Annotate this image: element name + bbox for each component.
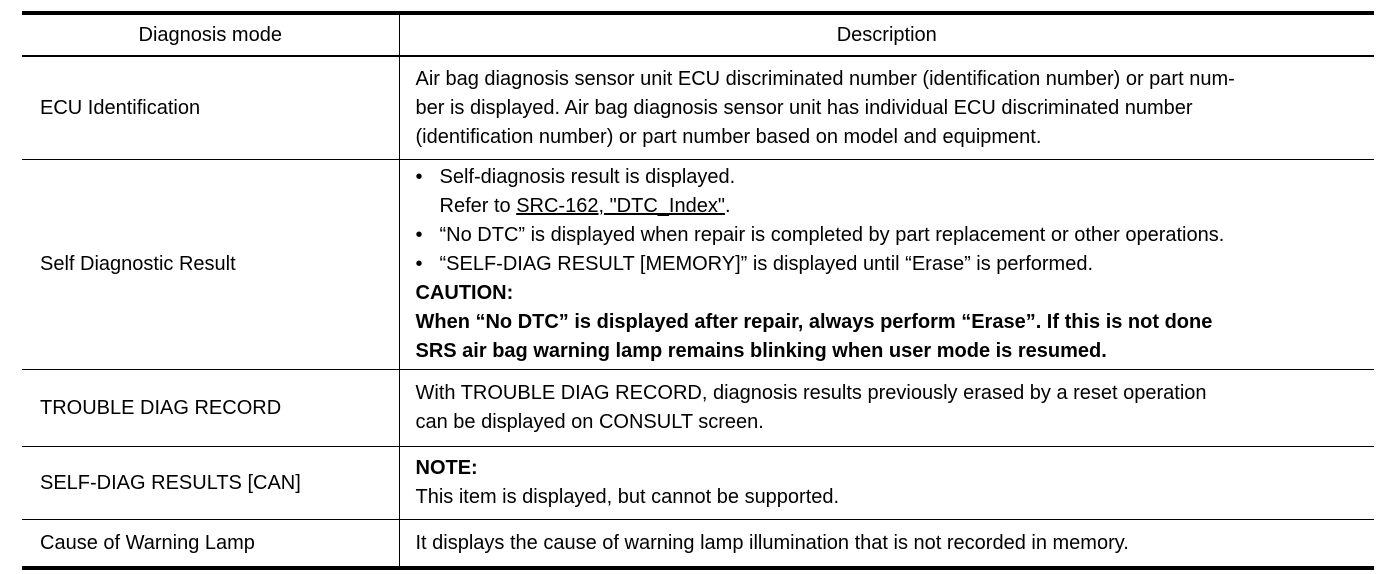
description-cell bbox=[399, 520, 1374, 569]
bullet-text: “No DTC” is displayed when repair is completed by part replacement or other operations. bbox=[439, 224, 1225, 246]
bullet-item bbox=[416, 163, 1365, 192]
mode-cell: ECU Identification bbox=[22, 56, 399, 160]
description-line: ber is displayed. Air bag diagnosis sensor unit has individual ECU discriminated number bbox=[415, 96, 1193, 119]
caution-text: When “No DTC” is displayed after repair, always perform “Erase”. If this is not done bbox=[415, 311, 1213, 333]
bullet-text: “SELF-DIAG RESULT [MEMORY]” is displayed until “Erase” is performed. bbox=[439, 253, 1094, 275]
header-row bbox=[22, 13, 1374, 56]
caution-label: CAUTION: bbox=[415, 282, 514, 304]
description-line: This item is displayed, but cannot be supported. bbox=[415, 486, 840, 508]
table-row-ecu-identification bbox=[22, 56, 1374, 160]
bullet-item bbox=[416, 250, 1365, 279]
mode-cell: Cause of Warning Lamp bbox=[22, 520, 399, 569]
description-line: (identification number) or part number based on model and equipment. bbox=[415, 125, 1042, 148]
bullet-item bbox=[416, 221, 1365, 250]
description-line: It displays the cause of warning lamp illumination that is not recorded in memory. bbox=[415, 531, 1129, 554]
header-diagnosis-mode: Diagnosis mode bbox=[22, 13, 399, 56]
dtc-index-link[interactable]: SRC-162, "DTC_Index" bbox=[516, 195, 725, 217]
note-label: NOTE: bbox=[415, 457, 478, 479]
bullet-marker: • bbox=[415, 166, 423, 188]
refer-prefix: Refer to bbox=[439, 195, 517, 217]
table-row-trouble-diag-record bbox=[22, 370, 1374, 447]
mode-cell: TROUBLE DIAG RECORD bbox=[22, 370, 399, 447]
description-line: Air bag diagnosis sensor unit ECU discriminated number (identification number) or part num- bbox=[415, 67, 1235, 90]
description-cell bbox=[399, 56, 1374, 160]
description-line: can be displayed on CONSULT screen. bbox=[415, 411, 764, 433]
bullet-marker: • bbox=[415, 224, 423, 246]
bullet-marker: • bbox=[415, 253, 423, 275]
description-cell bbox=[399, 370, 1374, 447]
header-description: Description bbox=[399, 13, 1374, 56]
description-cell bbox=[399, 160, 1374, 370]
table-row-cause-of-warning-lamp bbox=[22, 520, 1374, 569]
mode-cell: SELF-DIAG RESULTS [CAN] bbox=[22, 447, 399, 520]
refer-line bbox=[416, 192, 1365, 221]
description-line: With TROUBLE DIAG RECORD, diagnosis results previously erased by a reset operation bbox=[415, 382, 1207, 404]
table-row-self-diag-results-can bbox=[22, 447, 1374, 520]
description-cell bbox=[399, 447, 1374, 520]
bullet-text: Self-diagnosis result is displayed. bbox=[439, 166, 736, 188]
caution-text: SRS air bag warning lamp remains blinking when user mode is resumed. bbox=[415, 340, 1107, 362]
mode-cell: Self Diagnostic Result bbox=[22, 160, 399, 370]
table-row-self-diagnostic-result bbox=[22, 160, 1374, 370]
refer-suffix: . bbox=[724, 195, 731, 217]
diagnosis-mode-table bbox=[22, 11, 1374, 570]
